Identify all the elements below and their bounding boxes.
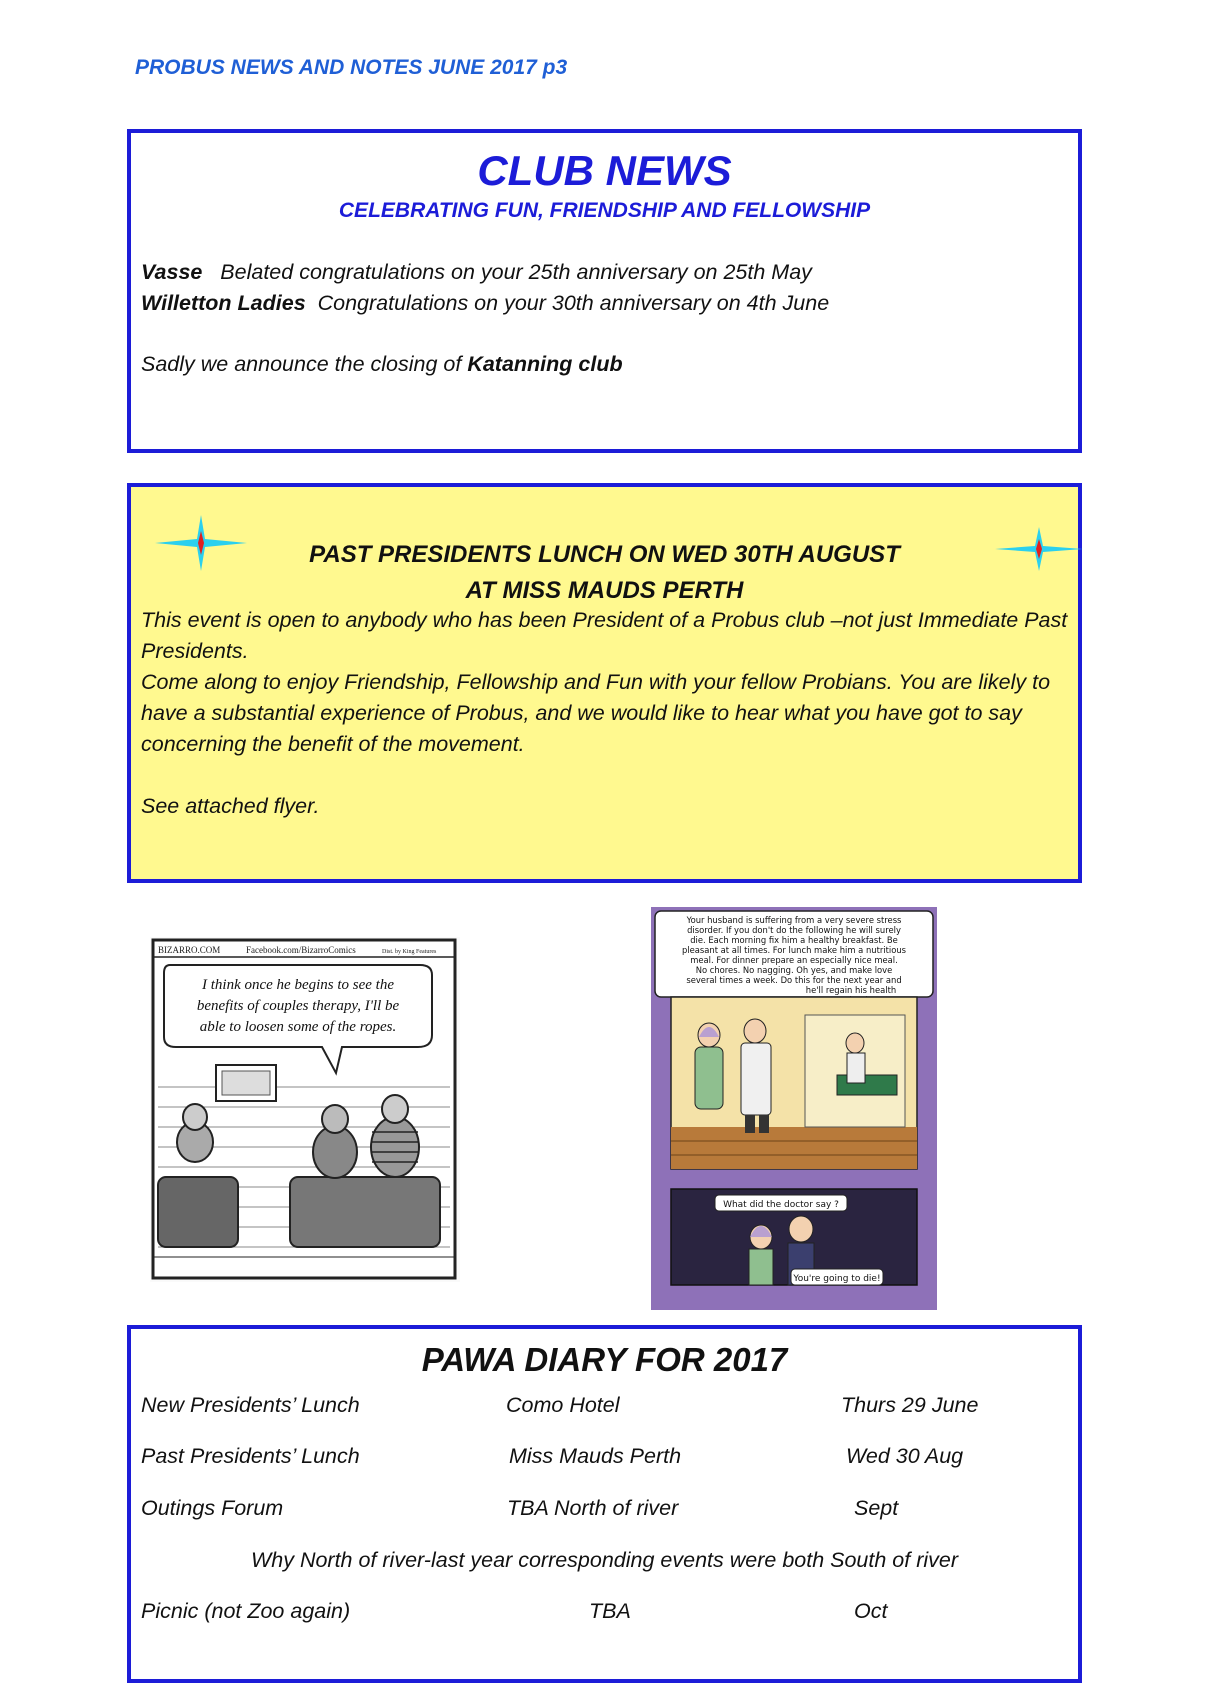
svg-text:he'll regain his health: he'll regain his health <box>805 985 897 995</box>
pawa-diary-box <box>127 1325 1082 1683</box>
svg-text:several times a week. Do this: several times a week. Do this for the next year and <box>686 975 902 985</box>
paragraph: See attached flyer. <box>141 794 320 818</box>
club-news-subtitle: CELEBRATING FUN, FRIENDSHIP AND FELLOWSHIP <box>338 199 871 222</box>
closing-announcement: Sadly we announce the closing of Katanning club <box>141 352 623 376</box>
svg-text:pleasant at all times. For lun: pleasant at all times. For lunch make him a nutritious <box>681 945 907 955</box>
wife-question: What did the doctor say ? <box>723 1200 839 1210</box>
page-header: PROBUS NEWS AND NOTES JUNE 2017 p3 <box>135 56 568 79</box>
couples-therapy-cartoon <box>150 937 460 1282</box>
svg-text:die. Each morning fix him a he: die. Each morning fix him a healthy breakfast. Be <box>690 935 898 945</box>
cartoon-caption: able to loosen some of the ropes. <box>199 1019 397 1035</box>
svg-text:No chores. No nagging. Oh yes,: No chores. No nagging. Oh yes, and make love <box>695 965 893 975</box>
husband-answer: You're going to die! <box>793 1274 881 1284</box>
svg-text:meal. For dinner prepare an es: meal. For dinner prepare an especially nice meal. <box>690 955 898 965</box>
club-news-items <box>141 257 829 319</box>
paragraph <box>141 760 1070 791</box>
doctor-cartoon <box>651 907 937 1310</box>
paragraph: Come along to enjoy Friendship, Fellowship and Fun with your fellow Probians. You are likely to have a substantial experience of Probus, and we would like to hear what you have got to say concerning the benefit of the movement. <box>141 670 1051 756</box>
news-item: Willetton Ladies Congratulations on your 30th anniversary on 4th June <box>141 291 830 315</box>
diary-row: New Presidents’ Lunch Como Hotel Thurs 29 June <box>141 1393 979 1417</box>
past-presidents-box <box>127 483 1082 883</box>
cartoon-credit: Facebook.com/BizarroComics <box>246 945 356 955</box>
paragraph: This event is open to anybody who has been President of a Probus club –not just Immediate Past Presidents. <box>141 608 1068 663</box>
club-news-box <box>127 129 1082 453</box>
svg-text:Your husband is suffering from: Your husband is suffering from a very severe stress <box>686 915 902 925</box>
diary-row: Past Presidents’ Lunch Miss Mauds Perth Wed 30 Aug <box>141 1444 964 1468</box>
diary-row: Picnic (not Zoo again) TBA Oct <box>141 1599 888 1623</box>
diary-row: Outings Forum TBA North of river Sept <box>141 1496 899 1520</box>
cartoon-caption: benefits of couples therapy, I'll be <box>196 998 400 1014</box>
news-item: Vasse Belated congratulations on your 25th anniversary on 25th May <box>141 260 812 284</box>
cartoon-caption: I think once he begins to see the <box>201 977 395 993</box>
diary-note: Why North of river-last year corresponding events were both South of river <box>250 1548 959 1572</box>
svg-text:disorder. If you don't do the: disorder. If you don't do the following he will surely <box>687 925 901 935</box>
past-presidents-heading: PAST PRESIDENTS LUNCH ON WED 30TH AUGUST AT MISS MAUDS PERTH <box>309 541 900 604</box>
cartoon-credit: BIZARRO.COM <box>158 945 221 955</box>
diary-title: PAWA DIARY FOR 2017 <box>421 1341 788 1378</box>
past-presidents-body <box>141 605 1070 822</box>
club-news-title: CLUB NEWS <box>477 147 732 194</box>
cartoon-credit: Dist. by King Features <box>382 949 437 955</box>
